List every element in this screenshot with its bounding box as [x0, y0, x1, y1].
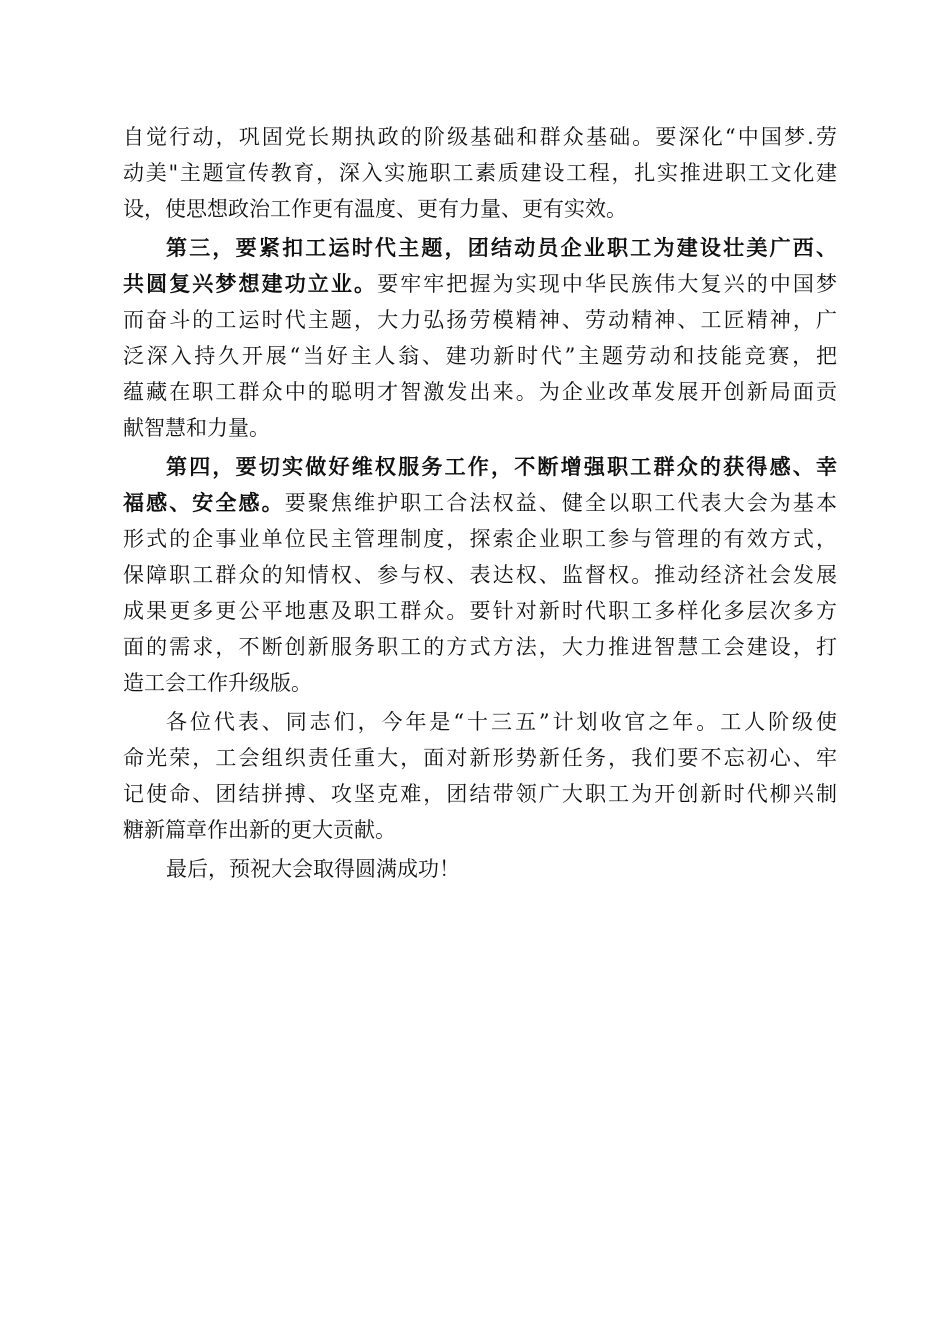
body-text: 泛深入持久开展“当好主人翁、建功新时代”主题劳动和技能竞赛，把	[123, 344, 837, 368]
paragraph	[123, 230, 837, 446]
body-text: 要聚焦维护职工合法权益、健全以职工代表大会为基本	[284, 491, 838, 515]
bold-heading-text: 共圆复兴梦想建功立业。	[123, 271, 378, 296]
text-line	[123, 704, 837, 740]
bold-heading-text: 福感、安全感。	[123, 490, 285, 515]
text-line	[123, 740, 837, 776]
text-line	[123, 521, 837, 557]
paragraph	[123, 851, 837, 887]
text-line	[123, 302, 837, 338]
bold-heading-text: 第三，要紧扣工运时代主题，团结动员企业职工为建设壮美广西、	[166, 235, 837, 260]
body-text: 糖新篇章作出新的更大贡献。	[123, 818, 396, 842]
text-line	[123, 485, 837, 521]
body-text: 最后，预祝大会取得圆满成功！	[166, 857, 460, 881]
paragraph	[123, 704, 837, 848]
body-text: 动美"主题宣传教育，深入实施职工素质建设工程，扎实推进职工文化建	[123, 161, 837, 185]
paragraph	[123, 449, 837, 701]
body-text: 而奋斗的工运时代主题，大力弘扬劳模精神、劳动精神、工匠精神，广	[123, 308, 837, 332]
text-line	[123, 449, 837, 485]
document-body	[123, 119, 837, 890]
text-line	[123, 593, 837, 629]
text-line	[123, 230, 837, 266]
body-text: 献智慧和力量。	[123, 416, 270, 440]
text-line	[123, 629, 837, 665]
text-line	[123, 119, 837, 155]
body-text: 要牢牢把握为实现中华民族伟大复兴的中国梦	[377, 272, 838, 296]
body-text: 面的需求，不断创新服务职工的方式方法，大力推进智慧工会建设，打	[123, 635, 837, 659]
body-text: 造工会工作升级版。	[123, 671, 312, 695]
body-text: 成果更多更公平地惠及职工群众。要针对新时代职工多样化多层次多方	[123, 599, 837, 623]
text-line	[123, 812, 837, 848]
body-text: 设，使思想政治工作更有温度、更有力量、更有实效。	[123, 197, 627, 221]
text-line	[123, 155, 837, 191]
text-line	[123, 410, 837, 446]
paragraph	[123, 119, 837, 227]
text-line	[123, 191, 837, 227]
text-line	[123, 665, 837, 701]
body-text: 记使命、团结拼搏、攻坚克难，团结带领广大职工为开创新时代柳兴制	[123, 782, 837, 806]
text-line	[123, 557, 837, 593]
text-line	[123, 338, 837, 374]
text-line	[123, 374, 837, 410]
body-text: 保障职工群众的知情权、参与权、表达权、监督权。推动经济社会发展	[123, 563, 837, 587]
text-line	[123, 851, 837, 887]
body-text: 各位代表、同志们，今年是“十三五”计划收官之年。工人阶级使	[166, 710, 837, 734]
bold-heading-text: 第四，要切实做好维权服务工作，不断增强职工群众的获得感、幸	[166, 454, 837, 479]
body-text: 自觉行动，巩固党长期执政的阶级基础和群众基础。要深化“中国梦.劳	[123, 125, 837, 149]
body-text: 形式的企事业单位民主管理制度，探索企业职工参与管理的有效方式，	[123, 527, 837, 551]
text-line	[123, 266, 837, 302]
body-text: 命光荣，工会组织责任重大，面对新形势新任务，我们要不忘初心、牢	[123, 746, 837, 770]
text-line	[123, 776, 837, 812]
body-text: 蕴藏在职工群众中的聪明才智激发出来。为企业改革发展开创新局面贡	[123, 380, 837, 404]
